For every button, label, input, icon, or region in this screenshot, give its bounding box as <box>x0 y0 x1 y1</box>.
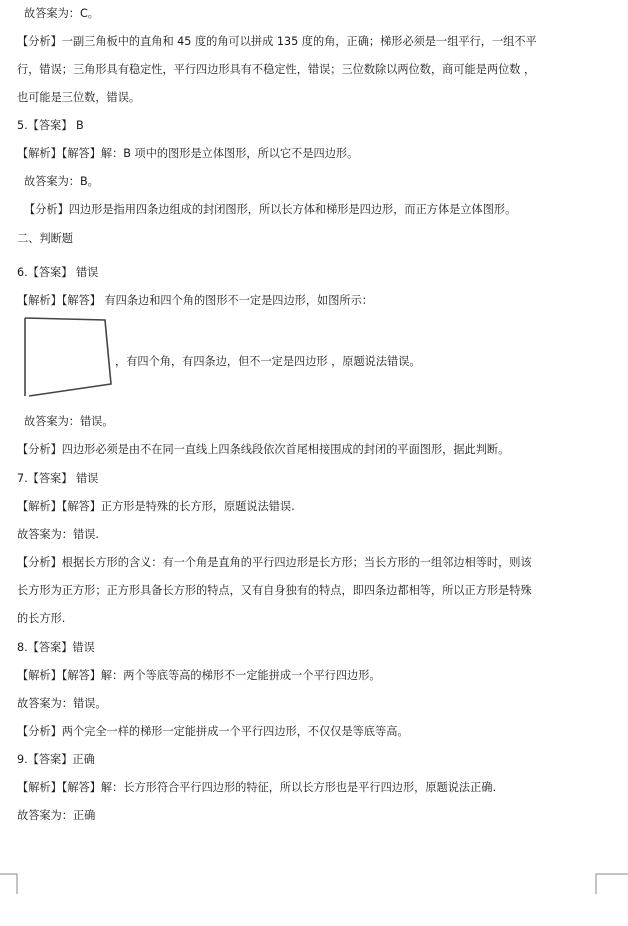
analysis-line-4c: 也可能是三位数，错误。 <box>17 91 141 104</box>
q6-answer: 6.【答案】 错误 <box>17 266 99 279</box>
q5-explanation: 【解析】【解答】解：B 项中的图形是立体图形，所以它不是四边形。 <box>17 147 359 160</box>
q8-answer: 8.【答案】错误 <box>17 641 95 654</box>
q6-explanation: 【解析】【解答】 有四条边和四个角的图形不一定是四边形，如图所示： <box>17 294 373 307</box>
q8-explanation: 【解析】【解答】解：两个等底等高的梯形不一定能拼成一个平行四边形。 <box>17 669 381 682</box>
q5-final-answer: 故答案为：B。 <box>24 175 99 188</box>
q7-analysis-b: 长方形为正方形；正方形具备长方形的特点，又有自身独有的特点，即四条边都相等，所以正方形是特殊 <box>17 584 532 597</box>
q7-answer: 7.【答案】 错误 <box>17 472 99 485</box>
q7-analysis-a: 【分析】根据长方形的含义：有一个角是直角的平行四边形是长方形；当长方形的一组邻边相等时，则该 <box>17 556 532 569</box>
quadrilateral-figure-row <box>20 314 613 398</box>
q9-explanation: 【解析】【解答】解：长方形符合平行四边形的特征，所以长方形也是平行四边形，原题说法正确. <box>17 781 497 794</box>
q6-figure-caption: ，有四个角，有四条边，但不一定是四边形 ，原题说法错误。 <box>115 355 421 368</box>
q5-analysis: 【分析】四边形是指用四条边组成的封闭图形，所以长方体和梯形是四边形，而正方体是立体图形。 <box>24 203 517 216</box>
q9-final-answer: 故答案为：正确 <box>17 809 96 822</box>
q7-explanation: 【解析】【解答】正方形是特殊的长方形，原题说法错误. <box>17 500 295 513</box>
page-corner-mark-left <box>0 868 20 894</box>
page-corner-mark-right <box>594 868 628 894</box>
q6-final-answer: 故答案为：错误。 <box>24 415 114 428</box>
q6-analysis: 【分析】四边形必须是由不在同一直线上四条线段依次首尾相接围成的封闭的平面图形，据此判断。 <box>17 443 510 456</box>
q9-answer: 9.【答案】正确 <box>17 753 95 766</box>
q8-analysis: 【分析】两个完全一样的梯形一定能拼成一个平行四边形，不仅仅是等底等高。 <box>17 725 409 738</box>
irregular-quadrilateral-figure <box>20 314 114 398</box>
section-heading: 二、判断题 <box>17 232 73 245</box>
q7-final-answer: 故答案为：错误. <box>17 528 99 541</box>
q7-analysis-c: 的长方形. <box>17 612 66 625</box>
q8-final-answer: 故答案为：错误。 <box>17 697 107 710</box>
analysis-line-4b: 行，错误；三角形具有稳定性，平行四边形具有不稳定性，错误；三位数除以两位数，商可能是两位数 ， <box>17 63 536 76</box>
q5-answer: 5.【答案】 B <box>17 119 84 132</box>
analysis-line-4a: 【分析】一副三角板中的直角和 45 度的角可以拼成 135 度的角，正确；梯形必须是一组平行，一组不平 <box>17 35 537 48</box>
answer-line-4: 故答案为：C。 <box>24 7 99 20</box>
